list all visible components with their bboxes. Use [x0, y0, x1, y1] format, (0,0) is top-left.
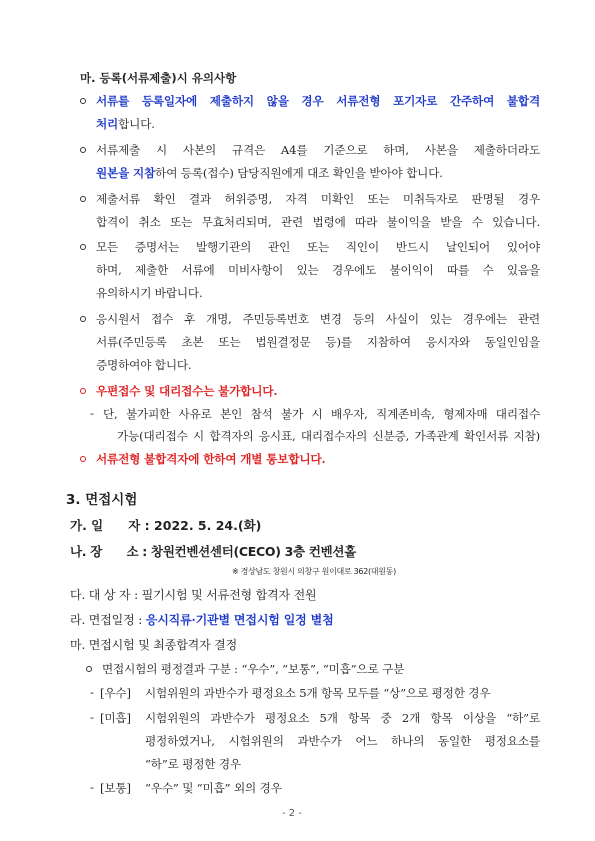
bullet-circle-icon: [86, 666, 92, 672]
proxy-dash: -: [90, 406, 94, 420]
bullet-circle-icon: [80, 316, 86, 322]
interview-schedule-label: 라. 면접일정 :: [70, 613, 143, 627]
interview-schedule-link: 응시직류·기관별 면접시험 일정 별첨: [145, 613, 334, 627]
interview-decision: 마. 면접시험 및 최종합격자 결정: [70, 638, 238, 652]
note-5-line2: 서류(주민등록 초본 또는 법원결정문 등)를 지참하여 응시자와 동일인임을: [96, 335, 540, 349]
note-1-rest: 합니다.: [118, 117, 155, 131]
grade-normal-text: “우수” 및 “미흡” 외의 경우: [145, 781, 282, 795]
note-2-line1: 서류제출 시 사본의 규격은 A4를 기준으로 하며, 사본을 제출하더라도: [96, 143, 540, 157]
note-6-highlight: 우편접수 및 대리접수는 불가합니다.: [96, 384, 278, 398]
note-1-highlight: 처리: [96, 117, 119, 131]
note-1-line2: [96, 116, 155, 132]
note-2-rest: 하여 등록(접수) 담당직원에게 대조 확인을 받아야 합니다.: [155, 166, 443, 180]
bullet-circle-icon: [80, 456, 86, 462]
section-3-title: 3. 면접시험: [66, 492, 138, 508]
interview-place-value: 창원컨벤션센터(CECO) 3층 컨벤션홀: [151, 544, 356, 559]
grade-poor-tag: [미흡]: [100, 711, 131, 725]
interview-date: [70, 516, 261, 534]
note-4-line3: 유의하시기 바랍니다.: [96, 286, 203, 300]
note-3-line1: 제출서류 확인 결과 허위증명, 자격 미확인 또는 미취득자로 판명될 경우: [96, 192, 540, 206]
bullet-circle-icon: [80, 98, 86, 104]
interview-target: 다. 대 상 자 : 필기시험 및 서류전형 합격자 전원: [70, 588, 317, 602]
note-5-line1: 응시원서 접수 후 개명, 주민등록번호 변경 등의 사실이 있는 경우에는 관련: [96, 312, 540, 326]
proxy-note-line1: 단, 불가피한 사유로 본인 참석 불가 시 배우자, 직계존비속, 형제자매 대리접수: [103, 407, 540, 421]
grade-poor-text2: 평정하였거나, 시험위원의 과반수가 어느 하나의 동일한 평정요소를: [145, 734, 540, 748]
interview-place-label: 나. 장 소 :: [70, 544, 147, 559]
section-ma-title: 마. 등록(서류제출)시 유의사항: [80, 71, 237, 85]
interview-place: [70, 542, 356, 560]
note-2-line2: [96, 165, 443, 181]
note-7-highlight: 서류전형 불합격자에 한하여 개별 통보합니다.: [96, 452, 326, 466]
note-5-line3: 증명하여야 합니다.: [96, 358, 192, 372]
interview-address: ※ 경상남도 창원시 의창구 원이대로 362(대원동): [232, 567, 396, 576]
grade-poor-text3: “하”로 평정한 경우: [145, 757, 241, 771]
bullet-circle-icon: [80, 147, 86, 153]
note-4-line1: 모든 증명서는 발행기관의 관인 또는 직인이 반드시 날인되어 있어야: [96, 240, 540, 254]
grade-dash: -: [90, 780, 94, 794]
bullet-circle-icon: [80, 196, 86, 202]
grade-normal-tag: [보통]: [100, 781, 131, 795]
grade-poor-text1: 시험위원의 과반수가 평정요소 5개 항목 중 2개 항목 이상을 “하”로: [145, 711, 540, 725]
grade-dash: -: [90, 710, 94, 724]
interview-date-value: 2022. 5. 24.(화): [154, 518, 262, 533]
proxy-note-line2: 가능(대리접수 시 합격자의 응시표, 대리접수자의 신분증, 가족관계 확인서류 지참): [117, 429, 540, 443]
interview-schedule: [70, 611, 334, 628]
grade-dash: -: [90, 685, 94, 699]
bullet-circle-icon: [80, 244, 86, 250]
grading-intro: 면접시험의 평정결과 구분 : “우수”, “보통”, “미흡”으로 구분: [102, 662, 405, 676]
page-number: - 2 -: [282, 808, 302, 819]
note-3-line2: 합격이 취소 또는 무효처리되며, 관련 법령에 따라 불이익을 받을 수 있습니다.: [96, 215, 540, 229]
bullet-circle-icon: [80, 388, 86, 394]
note-2-highlight: 원본을 지참: [96, 166, 156, 180]
interview-date-label: 가. 일 자 :: [70, 518, 150, 533]
grade-excellent-tag: [우수]: [100, 686, 131, 700]
note-1-line1: 서류를 등록일자에 제출하지 않을 경우 서류전형 포기자로 간주하여 불합격: [96, 94, 540, 108]
grade-excellent-text: 시험위원의 과반수가 평정요소 5개 항목 모두를 “상”으로 평정한 경우: [145, 686, 491, 700]
note-4-line2: 하며, 제출한 서류에 미비사항이 있는 경우에도 불이익이 따를 수 있음을: [96, 263, 540, 277]
